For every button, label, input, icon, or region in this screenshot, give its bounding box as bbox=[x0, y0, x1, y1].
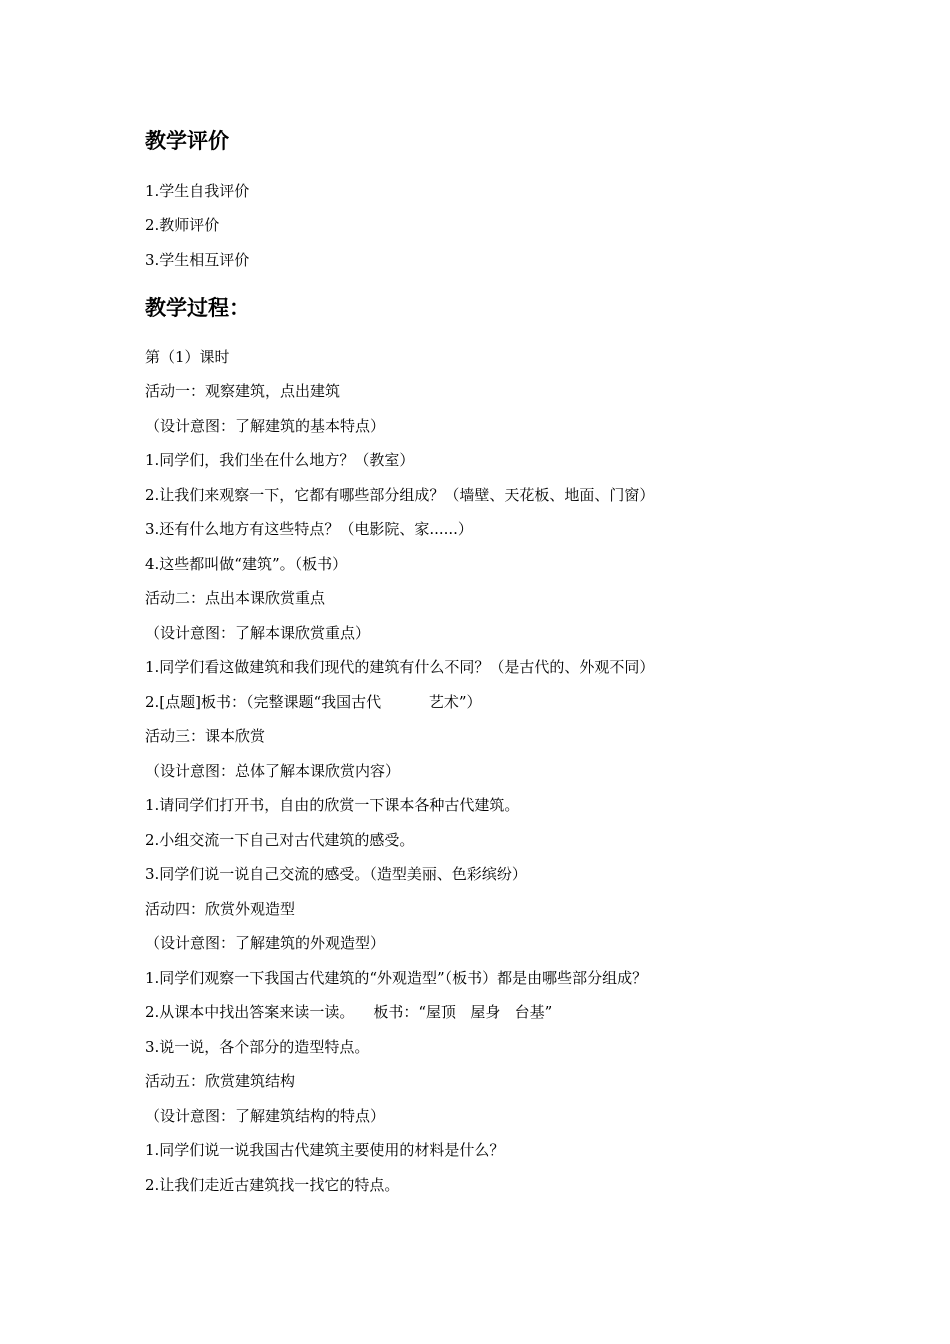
activity-step: 2.让我们走近古建筑找一找它的特点。 bbox=[145, 1176, 400, 1194]
activity-step: 1.同学们，我们坐在什么地方？（教室） bbox=[145, 451, 415, 469]
evaluation-item: 1.学生自我评价 bbox=[145, 182, 250, 200]
activity-title: 活动一：观察建筑，点出建筑 bbox=[145, 382, 341, 400]
activity-step: 3.同学们说一说自己交流的感受。（造型美丽、色彩缤纷） bbox=[145, 865, 527, 883]
activity-title: 活动二：点出本课欣赏重点 bbox=[145, 589, 326, 607]
activity-step: 1.同学们观察一下我国古代建筑的“外观造型”（板书）都是由哪些部分组成？ bbox=[145, 969, 648, 987]
design-intent: （设计意图：了解本课欣赏重点） bbox=[145, 624, 371, 642]
activity-step: 4.这些都叫做“建筑”。（板书） bbox=[145, 555, 348, 573]
activity-title: 活动四：欣赏外观造型 bbox=[145, 900, 296, 918]
activity-step: 1.同学们说一说我国古代建筑主要使用的材料是什么？ bbox=[145, 1141, 505, 1159]
activity-step: 3.还有什么地方有这些特点？（电影院、家......） bbox=[145, 520, 473, 538]
lesson-period: 第（1）课时 bbox=[145, 348, 230, 366]
activity-step: 2.从课本中找出答案来读一读。 板书：“屋顶 屋身 台基” bbox=[145, 1003, 553, 1021]
design-intent: （设计意图：了解建筑结构的特点） bbox=[145, 1107, 386, 1125]
process-heading: 教学过程： bbox=[145, 296, 250, 320]
activity-step: 1.同学们看这做建筑和我们现代的建筑有什么不同？（是古代的、外观不同） bbox=[145, 658, 655, 676]
evaluation-heading: 教学评价 bbox=[145, 129, 229, 153]
activity-step: 2.让我们来观察一下，它都有哪些部分组成？（墙壁、天花板、地面、门窗） bbox=[145, 486, 655, 504]
design-intent: （设计意图：总体了解本课欣赏内容） bbox=[145, 762, 401, 780]
activity-step: 3.说一说，各个部分的造型特点。 bbox=[145, 1038, 370, 1056]
evaluation-item: 3.学生相互评价 bbox=[145, 251, 250, 269]
activity-step: 2.小组交流一下自己对古代建筑的感受。 bbox=[145, 831, 415, 849]
activity-title: 活动三：课本欣赏 bbox=[145, 727, 266, 745]
design-intent: （设计意图：了解建筑的外观造型） bbox=[145, 934, 386, 952]
activity-title: 活动五：欣赏建筑结构 bbox=[145, 1072, 296, 1090]
activity-step: 1.请同学们打开书，自由的欣赏一下课本各种古代建筑。 bbox=[145, 796, 520, 814]
design-intent: （设计意图：了解建筑的基本特点） bbox=[145, 417, 386, 435]
activity-step: 2.[点题]板书：（完整课题“我国古代 艺术”） bbox=[145, 693, 482, 711]
evaluation-item: 2.教师评价 bbox=[145, 216, 220, 234]
